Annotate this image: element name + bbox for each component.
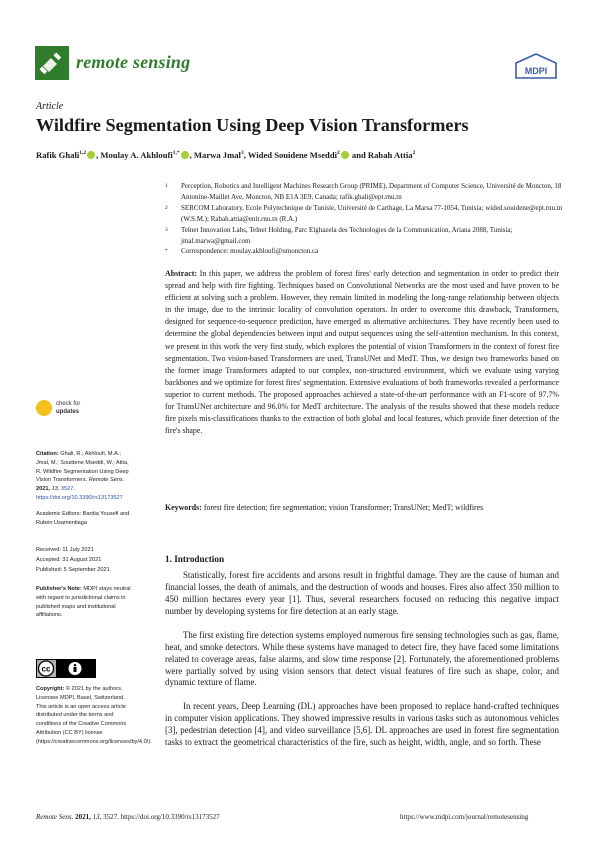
citation-doi-link[interactable]: 3527. https://doi.org/10.3390/rs13173527 (36, 486, 123, 501)
author-affiliation-sup: 2 (337, 150, 340, 157)
author-affiliation-sup: 3 (240, 150, 244, 157)
affiliation-2: 2 SERCOM Laboratory, Ecole Polytechnique de Tunisie, Université de Carthage, La Marsa 77-1054, Tunisia; wided.souidene@ept.rnu.tn (W.S.M.); Rabah.attia@enit.rnu.tn (R.A.) (165, 204, 563, 223)
footer-citation: Remote Sens. 2021, 13, 3527. https://doi.org/10.3390/rs13173527 (36, 813, 220, 821)
affiliation-1: 1 Perception, Robotics and Intelligent Machines Research Group (PRIME), Department of Computer Science, Université de Moncton, 18 Antonine-Maillet Ave, Moncton, NB E1A 3E9, Canada; rafik.ghali@ept.rnu.tn (165, 182, 562, 201)
intro-paragraph-1: Statistically, forest fire accidents and arsons result in frightful damage. They are the cause of human and financial losses, the death of animals, and the destruction of woods and houses. Fires also affect 350 million to 450 million hectares every year [1]. Thus, several researchers focused on reducing this negative impact number by developing systems for fire detection at an early stage. (165, 570, 559, 616)
correspondence: * Correspondence: moulay.akhloufi@umoncton.ca (165, 247, 319, 255)
abstract (165, 268, 559, 437)
orcid-icon[interactable] (87, 151, 95, 159)
article-type: Article (36, 101, 64, 112)
academic-editors: Academic Editors: Bardia Yousefi and Rubén Usamentiaga (36, 511, 130, 526)
author-separator: , (189, 150, 194, 160)
journal-logo-icon (35, 46, 69, 80)
author-name: Rafik Ghali (36, 150, 80, 160)
intro-paragraph-3: In recent years, Deep Learning (DL) approaches have been proposed to replace hand-crafted techniques in computer vision applications. They showed impressive results in various tasks such as autonomous vehicles [3], pedestrian detection [4], and video surveillance [5,6]. DL approaches are used in forest fire segmentation tasks to extract the geometrical characteristics of the fire, such as height, width, angle, and so forth. These (165, 701, 559, 747)
author-name: Wided Souidene Mseddi (247, 150, 337, 160)
intro-paragraph-2: The first existing fire detection systems employed numerous fire sensing technologies such as gas, flame, heat, and smoke detectors. While these systems have managed to detect fire, they have faced some limitations related to coverage areas, false alarms, and slow time response [2]. Fortunately, the aforementioned problems were partially solved by using vision sensors that detect visual features of fire such as shape, color, and dynamic texture of flame. (165, 630, 559, 688)
keywords-label: Keywords: (165, 503, 202, 512)
author-list (36, 150, 415, 160)
author-separator: and (349, 150, 368, 160)
check-updates-icon (36, 400, 52, 416)
author-name: Rabah Attia (367, 150, 413, 160)
citation: Citation: Ghali, R.; Akhloufi, M.A.; Jmal, M.; Souidene Mseddi, W.; Attia, R. Wildfire Segmentation Using Deep Vision Transformers. Remote Sens. 2021, 13, 3527. https://doi.org/10.3390/rs13173527 (36, 451, 129, 501)
affiliation-3: 3 Telnet Innovation Labs, Telnet Holding, Parc Elghazela des Technologies de la Communication, Ariana 2088, Tunisia; jmal.marwa@gmail.com (165, 226, 513, 245)
orcid-icon[interactable] (341, 151, 349, 159)
journal-name: remote sensing (76, 52, 191, 72)
author-separator: , (96, 150, 101, 160)
abstract-label: Abstract: (165, 269, 197, 278)
published-date: Published: 5 September 2021 (36, 567, 110, 573)
author-separator: , (243, 150, 248, 160)
footer-journal-link[interactable]: https://www.mdpi.com/journal/remotesensing (400, 813, 529, 821)
section-title: 1. Introduction (165, 554, 225, 564)
keywords (165, 502, 559, 514)
abstract-text: In this paper, we address the problem of forest fires' early detection and segmentation in order to predict their spread and help with fire fighting. Techniques based on Convolutional Networks are the most used and have proven to be efficient at solving such a problem. However, they remain limited in modeling the long-range relationship between objects in the image, due to the intrinsic locality of convolution operators. In order to overcome this drawback, Transformers, designed for sequence-to-sequence prediction, have emerged as alternative architectures. They have recently been used to determine the global dependencies between input and output sequences using the self-attention mechanism. In this context, we present in this work the very first study, which explores the potential of vision Transformers in the context of forest fire segmentation. Two vision-based Transformers are used, TransUNet and MedT. Thus, we design two frameworks based on the former image Transformers adapted to our complex, non-structured environment, which we evaluate using varying backbones and we optimize for forest fires' segmentation. Extensive evaluations of both frameworks revealed a performance superior to current methods. The proposed approaches achieved a state-of-the-art performance with an F1-score of 97.7% for TransUNet architecture and 96.0% for MedT architecture. The analysis of the results showed that these models reduce fire pixels mis-classifications thanks to the extraction of both global and local features, which provide finer detection of the fire's shape. (165, 269, 559, 436)
author-name: Marwa Jmal (193, 150, 241, 160)
cc-label: cc (41, 664, 51, 674)
author-affiliation-sup: 1,* (172, 150, 180, 157)
keywords-text: forest fire detection; fire segmentation; vision Transformer; TransUNet; MedT; wildfires (203, 503, 484, 512)
received-date: Received: 11 July 2021 (36, 547, 94, 553)
article-title: Wildfire Segmentation Using Deep Vision Transformers (36, 115, 469, 135)
author-affiliation-sup: 2 (412, 150, 416, 157)
cc-by-license-icon[interactable] (36, 659, 96, 678)
copyright-notice: Copyright: © 2021 by the authors. Licensee MDPI, Basel, Switzerland. This article is an open access article distributed under the terms and conditions of the Creative Commons Attribution (CC BY) license (https://creativecommons.org/licenses/by/4.0/). (36, 686, 152, 745)
accepted-date: Accepted: 31 August 2021 (36, 557, 102, 563)
publisher-logo (515, 53, 557, 79)
check-for-updates-button[interactable]: check for updates (36, 398, 146, 420)
author-name: Moulay A. Akhloufi (100, 150, 173, 160)
author-affiliation-sup: 1,2 (79, 150, 87, 157)
publisher-note: Publisher's Note: MDPI stays neutral with regard to jurisdictional claims in published maps and institutional affiliations. (36, 586, 131, 619)
orcid-icon[interactable] (181, 151, 189, 159)
publisher-logo-text: MDPI (524, 66, 548, 76)
